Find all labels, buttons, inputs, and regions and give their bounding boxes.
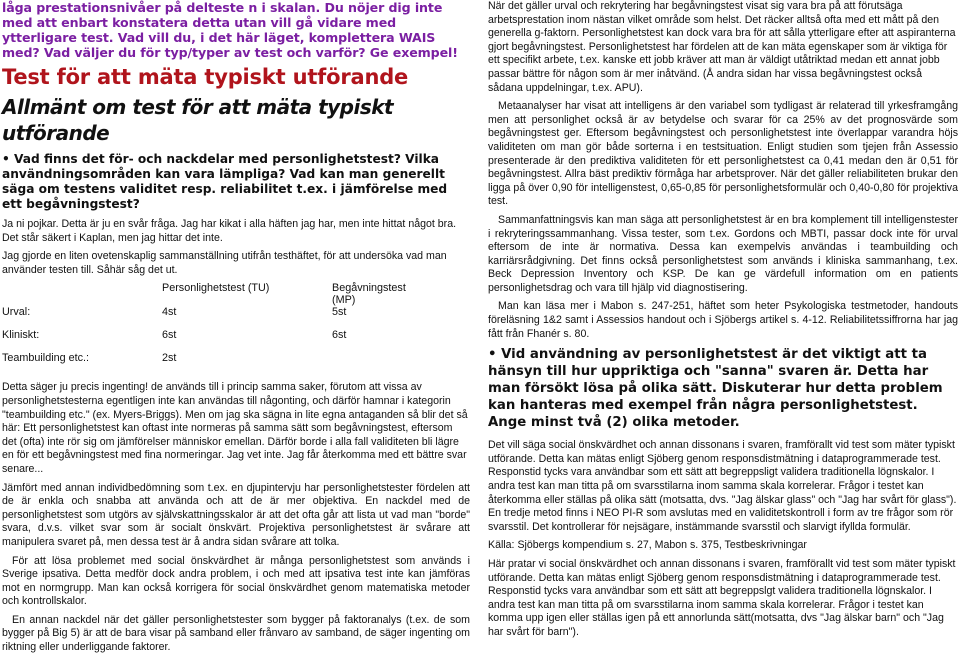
paragraph-9: Sammanfattningsvis kan man säga att personlighetstest är en bra komplement till intelligenstester i rekryteringssammanhang. Vissa tester, som t.ex. Gordons och MBTI, passar dock inte för urval eftersom de inte är normativa. Dessa kan exempelvis användas i teambuilding och karriärsrådgivning. Det finns också personlighetstest som används i kliniska sammanhang, t.ex. Beck Depression Inventory och KSP. De kan ge värdefull information om en patients personlighetsdrag och vara till hjälp vid diagnostisering. (488, 213, 958, 294)
table-header-cell: Personlighetstest (TU) (162, 282, 270, 295)
paragraph-8: Metaanalyser har visat att intelligens är den variabel som tydligast är relaterad till yrkesframgång men att personlighet också är av betydelse och svarar för ca 25% av det prognosvärde som begåvningstest ger. Eftersom begåvningstest och personlighetstest inte överlappar varandra höjs validiteten om man gör både sorterna i en testsituation. Enligt studien som tjejen från Assessio presenterade är den prediktiva validiteten för ett personlighetstest ca 0,41 medan den är 0,51 för begåvningstest. Allra bäst prediktiv förmåga har arbetsprover. När det gäller reliabiliteten brukar den ligga på över 0,90 för intelligenstest, 0,65-0,85 för personlighetsformulär och 0,40-0,80 för projektiva test. (488, 100, 958, 208)
table-cell (332, 352, 422, 375)
paragraph-7: När det gäller urval och rekrytering har begåvningstest visat sig vara bra på att förutsäga arbetsprestation inom nästan vilket område som helst. Det räcker alltså ofta med ett mått på den generella g-faktorn. Personlighetstest kan dock vara bra för att sålla ytterligare efter att aspiranterna gjort begåvningstest. Personlighetstest har fördelen att de kan mäta egenskaper som är viktiga för ett specifikt arbete, t.ex. kanske ett jobb kräver att man är väldigt utåtriktad medan ett annat jobb passar bättre för någon som är mer inåtvänd. (Å andra sidan har vissa begåvningstest också sådana uppdelningar, t.ex. APU). (488, 0, 956, 94)
table-cell: 5st (332, 306, 347, 319)
section-heading: Test för att mäta typiskt utförande (2, 65, 409, 89)
table-cell: Urval: (2, 306, 31, 319)
paragraph-12: Källa: Sjöbergs kompendium s. 27, Mabon s. 375, Testbeskrivningar (488, 539, 807, 552)
paragraph-4: Jämfört med annan individbedömning som t.ex. en djupintervju har personlighetstester fördelen att de är enkla och snabba att använda och att de är mer objektiva. En nackdel med de personlighetstest som utgörs av självskattningsskalor är att det ofta går att lista ut vad man "borde" svara, d.v.s. vilket svar som är socialt önskvärt. Projektiva personlighetstest är svårare att manipulera svaret på, men dessa test är å andra sidan svårare att tolka. (2, 481, 470, 548)
comparison-table (2, 282, 422, 375)
paragraph-11: Det vill säga social önskvärdhet och annan dissonans i svaren, framförallt vid test som mäter typiskt utförande. Detta kan mätas enligt Sjöberg genom responsdistmätning i dataprogrammerade test. Responstid tycks vara användbar som ett sätt att begreppsligt validera traditionella lögnskalor. I andra test kan man titta på om svarsstilarna inom samma skala korrelerar. Frågor i testet kan återkomma eller ställas på olika sätt (motsatta, dvs. "Jag älskar glass" och "Jag har svårt för glass"). En tredje metod finns i NEO PI-R som avslutas med en validitetskontroll i form av tre frågor som rör svarsstil. Det kontrollerar för nejsägare, instämmande svarsstil och slarvigt ifyllda formulär. (488, 439, 957, 533)
paragraph-5: För att lösa problemet med social önskvärdhet är många personlighetstest som används i Sverige ipsativa. Detta medför dock andra problem, i och med att ipsativa test inte kan jämföras mot en normgrupp. Man kan också korrigera för social önskvärdhet genom matematiska metoder och kontrollskalor. (2, 554, 470, 608)
bullet-question-2: • Vid användning av personlighetstest är det viktigt att ta hänsyn till hur uppriktiga och "sanna" svaren är. Detta har man försökt lösa på olika sätt. Diskuterar hur detta problem kan hanteras med exempel från några personlighetstest. Ange minst två (2) olika metoder. (488, 347, 943, 431)
paragraph-2: Jag gjorde en liten ovetenskaplig sammanställning utifrån testhäftet, för att undersöka vad man använder testen till. Såhär såg det ut. (2, 250, 447, 276)
paragraph-3: Detta säger ju precis ingenting! de används till i princip samma saker, förutom att vissa av personlighetstesterna egentligen inte kan användas till någonting, och därför hamnar i kategorin "teambuilding etc." (ex. Myers-Briggs). Men om jag ska sägna in lite egna antaganden så blir det så här: Ett personlighetstest kan oftast inte normeras på samma sätt som begåvningstest, eftersom det (ofta) inte rör sig om jämförelser människor emellan. Därför borde i alla fall validiteten bli lägre en för ett begåvningstest med fina normeringar. Jag vet inte. Jag får återkomma med ett bättre svar senare... (2, 381, 468, 475)
table-cell: Kliniskt: (2, 329, 40, 342)
intro-question: låga prestationsnivåer på delteste n i skalan. Du nöjer dig inte med att enbart konstatera detta utan vill gå vidare med ytterligare test. Vad vill du, i det här läget, komplettera WAIS med? Vad väljer du för typ/typer av test och varför? Ge exempel! (2, 0, 458, 60)
right-column (488, 0, 958, 645)
table-cell: 4st (162, 306, 177, 319)
paragraph-13: Här pratar vi social önskvärdhet och annan dissonans i svaren, framförallt vid test som mäter typiskt utförande. Detta kan mätas enligt Sjöberg genom responsdistmätning i dataprogrammerade test. Responstid tycks vara användbar som ett sätt att begreppslgt validera traditionella lögnskalor. I andra test kan man titta på om svarsstilarna inom samma skala korrelerar. Frågor i testet kan komma upp igen eller ställas igen på ett annorlunda sätt(motsatta, dvs "Jag älskar barn" och "Jag har svårt för barn"). (488, 558, 956, 638)
table-header-row (2, 282, 422, 306)
table-header-cell: Begåvningstest (MP) (332, 282, 406, 307)
table-cell: Teambuilding etc.: (2, 352, 90, 365)
paragraph-6: En annan nackdel när det gäller personlighetstester som bygger på faktoranalys (t.ex. de som bygger på Big 5) är att de bara visar på samband eller frånvaro av samband, de säger ingenting om riktning eller underliggande faktorer. (2, 613, 470, 654)
table-cell: 6st (332, 329, 347, 342)
table-row (2, 352, 422, 375)
bullet-question: • Vad finns det för- och nackdelar med personlighetstest? Vilka användningsområden kan vara lämpliga? Vad kan man generellt säga om testens validitet resp. reliabilitet t.ex. i jämförelse med ett begåvningstest? (2, 152, 448, 211)
subsection-heading: Allmänt om test för att mäta typiskt utförande (2, 95, 394, 145)
table-cell: 2st (162, 352, 177, 365)
left-column (2, 0, 470, 660)
table-cell: 6st (162, 329, 177, 342)
table-row (2, 306, 422, 329)
table-header-cell (2, 282, 162, 306)
paragraph-10: Man kan läsa mer i Mabon s. 247-251, häftet som heter Psykologiska testmetoder, handouts föreläsning 1&2 samt i Assessios handout och i Sjöbergs artikel s. 4-12. Reliabilitetssiffrorna har jag fått från Fhanér s. 80. (488, 300, 958, 340)
table-row (2, 329, 422, 352)
paragraph-1: Ja ni pojkar. Detta är ju en svår fråga. Jag har kikat i alla häften jag har, men inte hittat något bra. Det står säkert i Kaplan, men jag hittar det inte. (2, 218, 457, 244)
